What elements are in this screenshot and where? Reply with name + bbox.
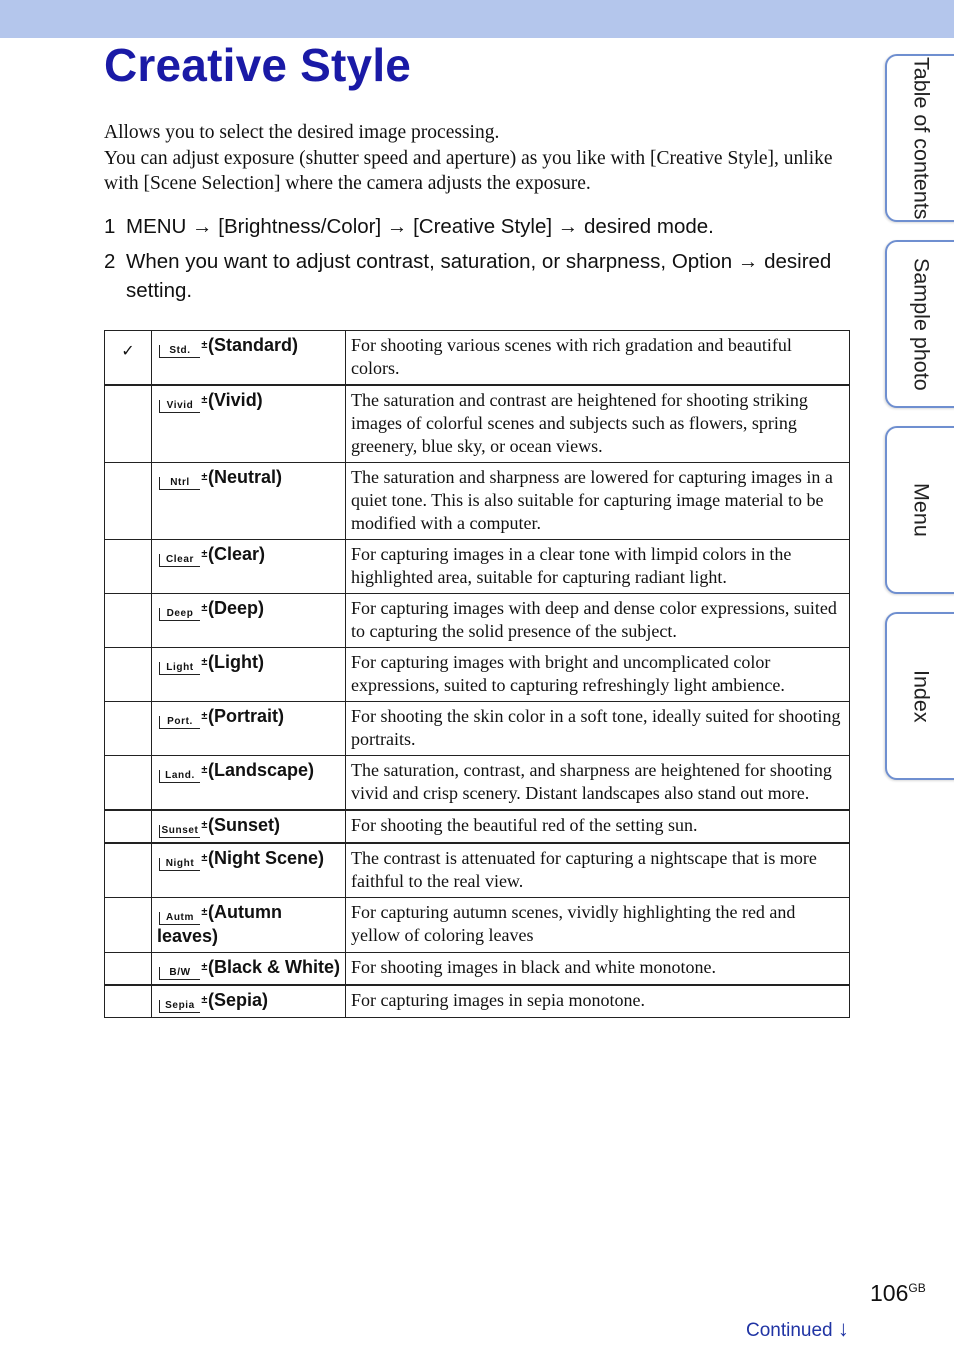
- style-name: (Night Scene): [208, 848, 325, 868]
- style-icon-label: Clear: [165, 554, 194, 565]
- default-check-cell: [105, 985, 152, 1018]
- style-description-cell: [346, 540, 850, 594]
- style-name-cell: [152, 594, 346, 648]
- style-description-cell: [346, 463, 850, 540]
- style-name: (Light): [208, 652, 264, 672]
- adjust-plus-minus-icon: ±: [201, 394, 208, 406]
- style-icon-label: B/W: [169, 967, 191, 978]
- tab-index[interactable]: [885, 612, 954, 780]
- style-description-cell: [346, 843, 850, 898]
- style-icon-label: Light: [166, 662, 194, 673]
- style-mode-icon: [159, 710, 208, 729]
- style-icon-label: Std.: [169, 345, 191, 356]
- style-name: (Neutral): [208, 467, 283, 487]
- step-number: 2: [104, 250, 116, 273]
- tab-label: Index: [909, 669, 934, 723]
- style-mode-icon: [159, 819, 208, 838]
- adjust-plus-minus-icon: ±: [201, 656, 208, 668]
- style-name-cell: [152, 385, 346, 463]
- adjust-plus-minus-icon: ±: [201, 961, 208, 973]
- default-check-cell: [105, 385, 152, 463]
- default-check-cell: [105, 953, 152, 986]
- style-description: The saturation and contrast are heightened for shooting striking images of colorful scenes and subjects such as flowers, spring greenery, blue sky, or ocean views.: [351, 390, 808, 456]
- table-row: [105, 843, 850, 898]
- continued-link[interactable]: [746, 1316, 849, 1342]
- style-name: (Sepia): [208, 990, 269, 1010]
- table-row: [105, 540, 850, 594]
- style-icon-label: Land.: [165, 770, 195, 781]
- style-description-cell: [346, 385, 850, 463]
- table-row: [105, 985, 850, 1018]
- step-item: [104, 247, 844, 305]
- style-name-cell: [152, 463, 346, 540]
- style-description: For capturing images in a clear tone with limpid colors in the highlighted area, suitable for capturing radiant light.: [351, 544, 792, 587]
- adjust-plus-minus-icon: ±: [201, 710, 208, 722]
- default-check-cell: [105, 810, 152, 843]
- style-icon-label: Deep: [166, 608, 194, 619]
- style-mode-icon: [159, 602, 208, 621]
- continued-label: Continued: [746, 1320, 833, 1341]
- style-icon-label: Ntrl: [170, 477, 190, 488]
- style-name: (Sunset): [208, 815, 280, 835]
- adjust-plus-minus-icon: ±: [201, 819, 208, 831]
- table-row: [105, 702, 850, 756]
- table-row: [105, 953, 850, 986]
- intro-text: [104, 120, 844, 197]
- tab-menu[interactable]: [885, 426, 954, 594]
- style-name-cell: [152, 540, 346, 594]
- style-icon-label: Night: [165, 858, 195, 869]
- style-description-cell: [346, 810, 850, 843]
- style-description-cell: [346, 985, 850, 1018]
- style-description: The saturation and sharpness are lowered for capturing images in a quiet tone. This is also suitable for capturing image material to be modified with a computer.: [351, 467, 833, 533]
- style-mode-icon: [159, 764, 208, 783]
- style-name-cell: [152, 810, 346, 843]
- table-row: [105, 594, 850, 648]
- style-name-cell: [152, 331, 346, 386]
- intro-line: You can adjust exposure (shutter speed and aperture) as you like with [Creative Style], unlike with [Scene Selection] where the camera adjusts the exposure.: [104, 147, 833, 194]
- style-description-cell: [346, 702, 850, 756]
- default-check-cell: [105, 843, 152, 898]
- region-code: GB: [908, 1281, 926, 1295]
- style-description-cell: [346, 756, 850, 811]
- style-name-cell: [152, 702, 346, 756]
- style-name-cell: [152, 756, 346, 811]
- table-row: [105, 385, 850, 463]
- style-description: For capturing images with deep and dense color expressions, suited to capturing the solid presence of the subject.: [351, 598, 837, 641]
- style-description: For shooting various scenes with rich gradation and beautiful colors.: [351, 335, 792, 378]
- style-description: For shooting the beautiful red of the setting sun.: [351, 815, 698, 835]
- adjust-plus-minus-icon: ±: [201, 994, 208, 1006]
- default-check-cell: [105, 331, 152, 386]
- adjust-plus-minus-icon: ±: [201, 471, 208, 483]
- style-name: (Vivid): [208, 390, 263, 410]
- step-text: MENU → [Brightness/Color] → [Creative Style] → desired mode.: [126, 215, 714, 238]
- adjust-plus-minus-icon: ±: [201, 602, 208, 614]
- check-icon: ✓: [121, 343, 135, 360]
- style-mode-icon: [159, 906, 208, 925]
- creative-style-table: [104, 330, 850, 1018]
- style-icon-label: Sunset: [161, 825, 199, 836]
- style-name: (Landscape): [208, 760, 315, 780]
- style-description-cell: [346, 594, 850, 648]
- style-mode-icon: [159, 339, 208, 358]
- tab-table-of-contents[interactable]: [885, 54, 954, 222]
- adjust-plus-minus-icon: ±: [201, 548, 208, 560]
- style-mode-icon: [159, 961, 208, 980]
- style-name-cell: [152, 898, 346, 953]
- style-mode-icon: [159, 852, 208, 871]
- style-description: For shooting the skin color in a soft tone, ideally suited for shooting portraits.: [351, 706, 841, 749]
- style-description-cell: [346, 898, 850, 953]
- style-mode-icon: [159, 394, 208, 413]
- style-icon-label: Sepia: [165, 1000, 195, 1011]
- style-icon-label: Autm: [166, 912, 194, 923]
- table-row: [105, 898, 850, 953]
- steps-list: [104, 212, 844, 311]
- default-check-cell: [105, 648, 152, 702]
- tab-sample-photo[interactable]: [885, 240, 954, 408]
- table-row: [105, 463, 850, 540]
- style-mode-icon: [159, 548, 208, 567]
- style-description: The saturation, contrast, and sharpness are heightened for shooting vivid and crisp scenery. Distant landscapes also stand out more.: [351, 760, 832, 803]
- table-row: [105, 756, 850, 811]
- down-arrow-icon: ↓: [837, 1316, 849, 1341]
- table-row: [105, 810, 850, 843]
- step-text: When you want to adjust contrast, saturation, or sharpness, Option → desired setting.: [126, 250, 832, 302]
- intro-line: Allows you to select the desired image processing.: [104, 122, 500, 143]
- style-name-cell: [152, 953, 346, 986]
- top-band: [0, 0, 954, 38]
- adjust-plus-minus-icon: ±: [201, 852, 208, 864]
- step-item: [104, 212, 844, 241]
- style-name-cell: [152, 985, 346, 1018]
- default-check-cell: [105, 463, 152, 540]
- style-icon-label: Vivid: [166, 400, 194, 411]
- style-name: (Portrait): [208, 706, 284, 726]
- tab-label: Table of contents: [909, 56, 934, 220]
- page-title: Creative Style: [104, 39, 412, 91]
- style-name: (Autumn leaves): [157, 902, 282, 946]
- table-row: [105, 648, 850, 702]
- style-description-cell: [346, 331, 850, 386]
- page-number-value: 106: [870, 1280, 909, 1306]
- page-number: [870, 1280, 926, 1307]
- adjust-plus-minus-icon: ±: [201, 339, 208, 351]
- default-check-cell: [105, 702, 152, 756]
- style-icon-label: Port.: [167, 716, 193, 727]
- default-check-cell: [105, 540, 152, 594]
- style-name-cell: [152, 843, 346, 898]
- default-check-cell: [105, 594, 152, 648]
- adjust-plus-minus-icon: ±: [201, 906, 208, 918]
- style-description: For capturing autumn scenes, vividly highlighting the red and yellow of coloring leaves: [351, 902, 796, 945]
- style-mode-icon: [159, 994, 208, 1013]
- style-description: For capturing images in sepia monotone.: [351, 990, 645, 1010]
- style-name: (Deep): [208, 598, 265, 618]
- style-description: For capturing images with bright and uncomplicated color expressions, suited to capturing refreshingly light ambience.: [351, 652, 785, 695]
- style-description-cell: [346, 648, 850, 702]
- tab-label: Sample photo: [909, 257, 934, 391]
- style-name: (Standard): [208, 335, 298, 355]
- style-mode-icon: [159, 471, 208, 490]
- step-number: 1: [104, 215, 116, 238]
- style-description: For shooting images in black and white monotone.: [351, 957, 716, 977]
- style-description-cell: [346, 953, 850, 986]
- default-check-cell: [105, 756, 152, 811]
- default-check-cell: [105, 898, 152, 953]
- table-row: [105, 331, 850, 386]
- tab-label: Menu: [909, 483, 934, 537]
- style-name: (Clear): [208, 544, 266, 564]
- style-name-cell: [152, 648, 346, 702]
- style-mode-icon: [159, 656, 208, 675]
- style-name: (Black & White): [208, 957, 341, 977]
- adjust-plus-minus-icon: ±: [201, 764, 208, 776]
- style-description: The contrast is attenuated for capturing a nightscape that is more faithful to the real view.: [351, 848, 817, 891]
